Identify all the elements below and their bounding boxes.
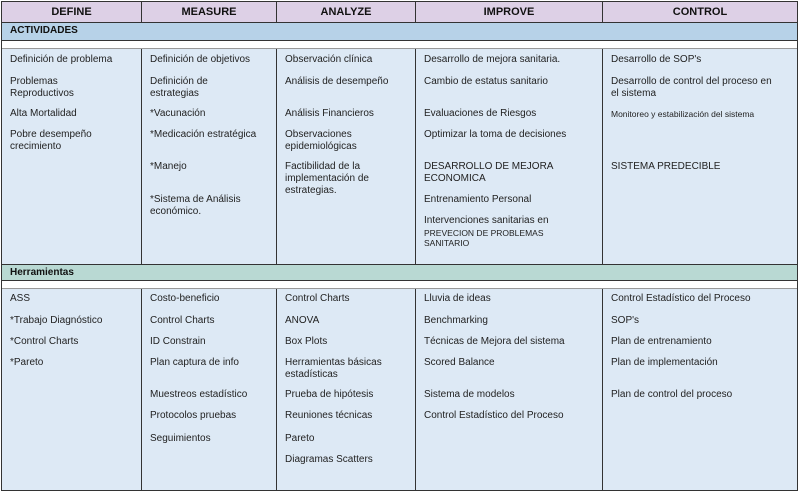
list-item: Reuniones técnicas [285,410,373,421]
list-item: Box Plots [285,336,328,347]
list-item: Seguimientos [150,433,211,444]
list-item: Control Charts [150,315,215,326]
list-item: Análisis de desempeño [285,76,389,87]
list-item: *Pareto [10,357,44,368]
list-item: Muestreos estadístico [150,389,248,400]
list-item: Plan de implementación [611,357,718,368]
list-item: Herramientas básicas estadísticas [285,357,382,380]
list-item: Pobre desempeño crecimiento [10,129,92,152]
spacer [2,281,797,289]
list-item: *Trabajo Diagnóstico [10,315,103,326]
list-item: *Sistema de Análisis económico. [150,194,241,217]
list-item: PREVECION DE PROBLEMAS SANITARIO [424,228,544,248]
herramientas-improve-cell [416,289,603,490]
list-item: SOP's [611,315,640,326]
list-item: Diagramas Scatters [285,454,373,465]
list-item: Desarrollo de mejora sanitaria. [424,54,561,65]
list-item: Cambio de estatus sanitario [424,76,548,87]
herramientas-define-cell [2,289,142,490]
list-item: Control Charts [285,293,350,304]
list-item: Entrenamiento Personal [424,194,532,205]
list-item: Benchmarking [424,315,488,326]
list-item: Pareto [285,433,315,444]
list-item: Análisis Financieros [285,108,374,119]
list-item: ANOVA [285,315,320,326]
header-row [2,2,797,23]
list-item: Optimizar la toma de decisiones [424,129,567,140]
actividades-control-cell [603,49,797,264]
header-measure: MEASURE [142,2,277,22]
list-item: Intervenciones sanitarias en [424,215,549,226]
actividades-analyze-cell [277,49,416,264]
header-improve: IMPROVE [416,2,603,22]
list-item: Control Estadístico del Proceso [611,293,751,304]
header-control: CONTROL [672,6,728,18]
section-herramientas-title: Herramientas [2,264,797,281]
list-item: *Manejo [150,161,187,172]
header-define: DEFINE [2,2,142,22]
list-item: Desarrollo de control del proceso en el sistema [611,76,772,99]
herramientas-analyze-cell [277,289,416,490]
list-item: Definición de problema [10,54,113,65]
list-item: Lluvia de ideas [424,293,491,304]
list-item: DESARROLLO DE MEJORA ECONOMICA [424,161,554,184]
list-item: *Vacunación [150,108,206,119]
dmaic-table [1,1,798,491]
list-item: Sistema de modelos [424,389,515,400]
list-item: *Control Charts [10,336,79,347]
herramientas-control-cell [603,289,797,490]
list-item: ID Constrain [150,336,206,347]
spacer [2,41,797,49]
list-item: Plan de control del proceso [611,389,733,400]
list-item: Desarrollo de SOP's [611,54,702,65]
list-item: Evaluaciones de Riesgos [424,108,537,119]
list-item: Plan captura de info [150,357,239,368]
list-item: Costo-beneficio [150,293,220,304]
actividades-define-cell [2,49,142,264]
list-item: Alta Mortalidad [10,108,77,119]
list-item: Protocolos pruebas [150,410,237,421]
list-item: Control Estadístico del Proceso [424,410,564,421]
list-item: Scored Balance [424,357,495,368]
actividades-improve-cell [416,49,603,264]
list-item: *Medicación estratégica [150,129,257,140]
actividades-measure-cell [142,49,277,264]
list-item: Monitoreo y estabilización del sistema [611,109,755,119]
list-item: Definición de estrategias [150,76,208,99]
list-item: Observaciones epidemiológicas [285,129,357,152]
herramientas-measure-cell [142,289,277,490]
list-item: ASS [10,293,31,304]
list-item: Observación clínica [285,54,373,65]
list-item: Plan de entrenamiento [611,336,712,347]
list-item: Prueba de hipótesis [285,389,374,400]
list-item: Definición de objetivos [150,54,251,65]
list-item: Factibilidad de la implementación de estrategias. [285,161,369,196]
header-analyze: ANALYZE [277,2,416,22]
section-actividades-title: ACTIVIDADES [2,23,797,41]
list-item: Problemas Reproductivos [10,76,74,99]
list-item: SISTEMA PREDECIBLE [611,161,721,172]
list-item: Técnicas de Mejora del sistema [424,336,565,347]
